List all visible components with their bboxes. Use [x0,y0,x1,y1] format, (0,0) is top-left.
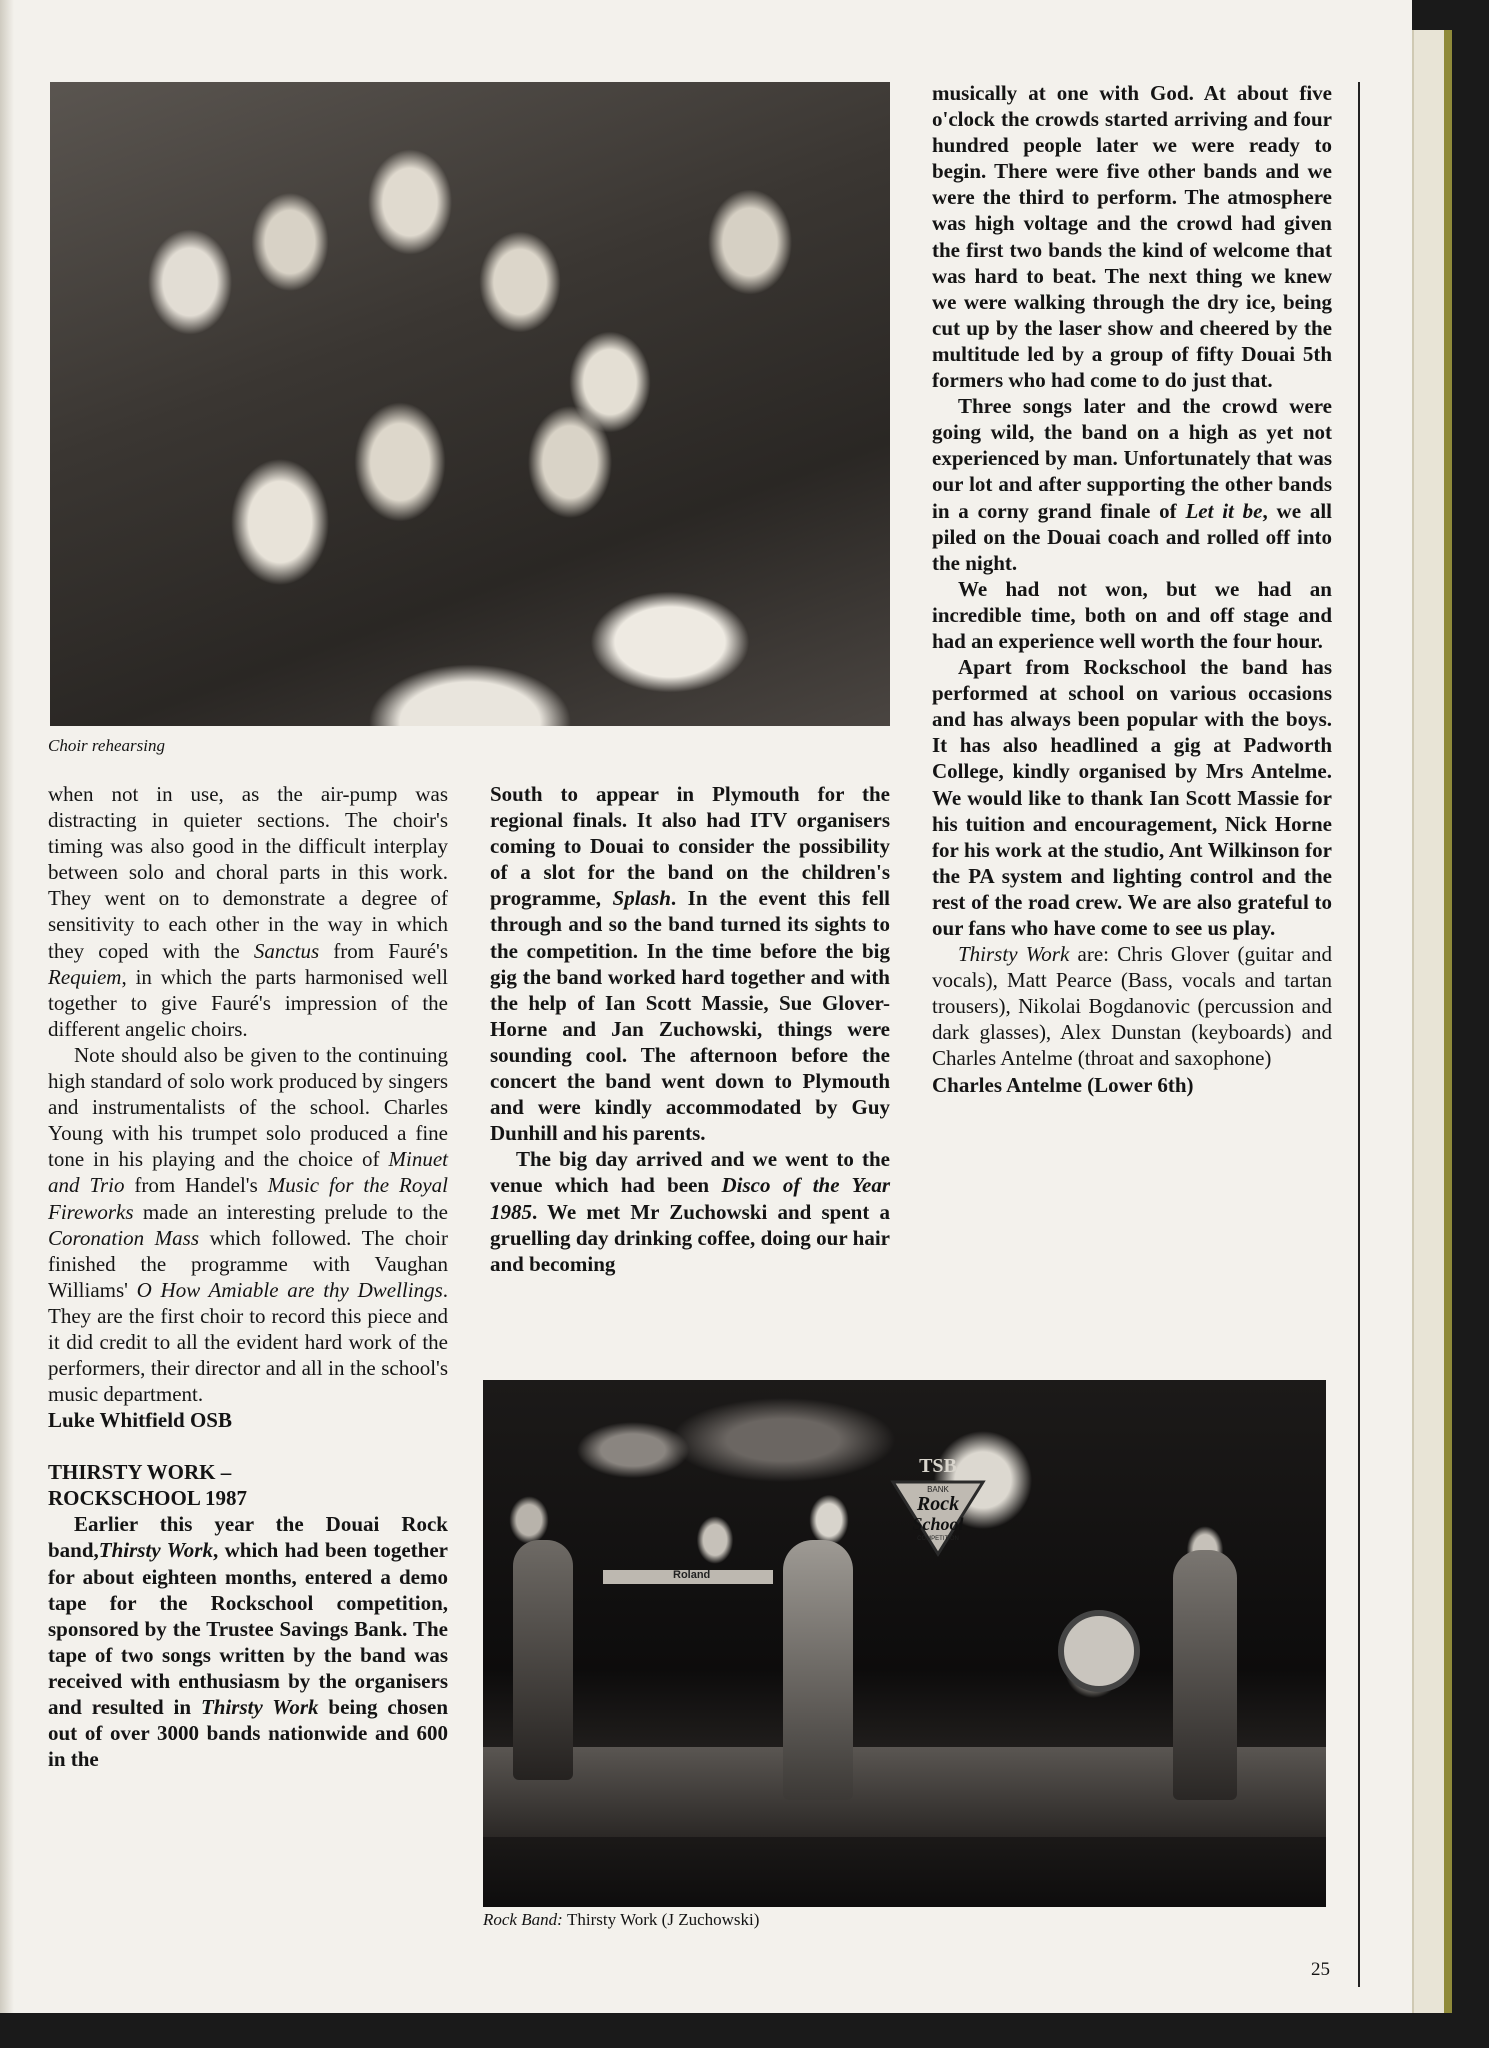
regional-finals-paragraph: South to appear in Plymouth for the regional finals. It also had ITV organisers coming to Douai to consider the possibility of a slot for the band on the children's programme, Splash. In the event this fell through and so the band turned its sights to the competition. In the time before the big gig the band worked hard together and with the help of Ian Scott Massie, Sue Glover-Horne and Jan Zuchowski, things were sounding cool. The afternoon before the concert the band went down to Plymouth and were kindly accommodated by Guy Dunhill and his parents. [490,782,891,1146]
thanks-paragraph: Apart from Rockschool the band has performed at school on various occasions and has always been popular with the boys. It has also headlined a gig at Padworth College, kindly organised by Mrs Antelme. We would like to thank Ian Scott Massie for his tuition and encouragement, Nick Horne for his work at the studio, Ant Wilkinson for the PA system and lighting control and the rest of the road crew. We are also grateful to our fans who have come to see us play. [932,655,1332,940]
band-members-paragraph: Thirsty Work are: Chris Glover (guitar and vocals), Matt Pearce (Bass, vocals and tartan trousers), Nikolai Bogdanovic (percussion and dark glasses), Alex Dunstan (keyboards) and Charles Antelme (throat and saxophone) [932,942,1332,1071]
big-day-paragraph: The big day arrived and we went to the venue which had been Disco of the Year 1985. We met Mr Zuchowski and spent a gruelling day drinking coffee, doing our hair and becoming [490,1147,890,1276]
sign-rock-text: Rock [916,1493,960,1515]
article-heading: THIRSTY WORK – ROCKSCHOOL 1987 [48,1460,247,1511]
rockschool-intro-paragraph: Earlier this year the Douai Rock band,Thirsty Work, which had been together for about eighteen months, entered a demo tape for the Rockschool competition, sponsored by the Trustee Savings Bank. The tape of two songs written by the band was received with enthusiasm by the organisers and resulted in Thirsty Work being chosen out of over 3000 bands nationwide and 600 in the [48,1512,448,1772]
page-number: 25 [1311,1959,1330,1980]
column-1 [48,781,448,1772]
sign-competition-text: COMPETITION [917,1536,959,1542]
choir-review-paragraph: when not in use, as the air-pump was distracting in quieter sections. The choir's timing was also good in the difficult interplay between solo and choral parts in this work. They went on to demonstrate a degree of sensitivity to each other in the way in which they coped with the Sanctus from Fauré's Requiem, in which the parts harmonised well together to give Fauré's impression of the different angelic choirs. [48,782,448,1041]
sign-tsb-text: TSB [919,1455,957,1477]
concert-paragraph: musically at one with God. At about five o'clock the crowds started arriving and four hundred people later we were ready to begin. There were five other bands and we were the third to perform. The atmosphere was high voltage and the crowd had given the first two bands the kind of welcome that was hard to beat. The next thing we knew we were walking through the dry ice, being cut up by the laser show and cheered by the multitude led by a group of fifty Douai 5th formers who had come to do just that. [932,81,1332,393]
three-songs-paragraph: Three songs later and the crowd were going wild, the band on a high as yet not experienced by man. Unfortunately that was our lot and after supporting the other bands in a corny grand finale of Let it be, we all piled on the Douai coach and rolled off into the night. [932,394,1332,575]
guitarist-right [1173,1550,1237,1800]
column-2 [490,781,890,1277]
choir-photo [50,82,890,726]
choir-photo-caption: Choir rehearsing [48,736,165,755]
keyboard: Roland [603,1570,773,1584]
lead-singer [783,1540,853,1800]
rock-band-photo [483,1380,1326,1907]
sign-school-text: School [912,1514,964,1534]
author-signature: Luke Whitfield OSB [48,1408,232,1433]
page-spine-shadow [0,0,14,2013]
not-won-paragraph: We had not won, but we had an incredible time, both on and off stage and had an experience well worth the four hour. [932,576,1332,653]
guitarist-left [513,1540,573,1780]
column-3 [932,80,1332,1098]
column-rule [1358,82,1360,1987]
tsb-rockschool-sign [883,1450,993,1560]
band-photo-caption: Rock Band: Thirsty Work (J Zuchowski) [483,1910,760,1929]
page-stack-edge [1412,30,1444,2013]
author-signature-2: Charles Antelme (Lower 6th) [932,1072,1194,1097]
bass-drum [1058,1610,1140,1692]
book-cover-edge [1444,30,1452,2013]
sign-bank-text: BANK [927,1485,949,1494]
solo-work-paragraph: Note should also be given to the continuing high standard of solo work produced by singers and instrumentalists of the school. Charles Young with his trumpet solo produced a fine tone in his playing and the choice of Minuet and Trio from Handel's Music for the Royal Fireworks made an interesting prelude to the Coronation Mass which followed. The choir finished the programme with Vaughan Williams' O How Amiable are thy Dwellings. They are the first choir to record this piece and it did credit to all the evident hard work of the performers, their director and all in the school's music department. [48,1042,449,1407]
